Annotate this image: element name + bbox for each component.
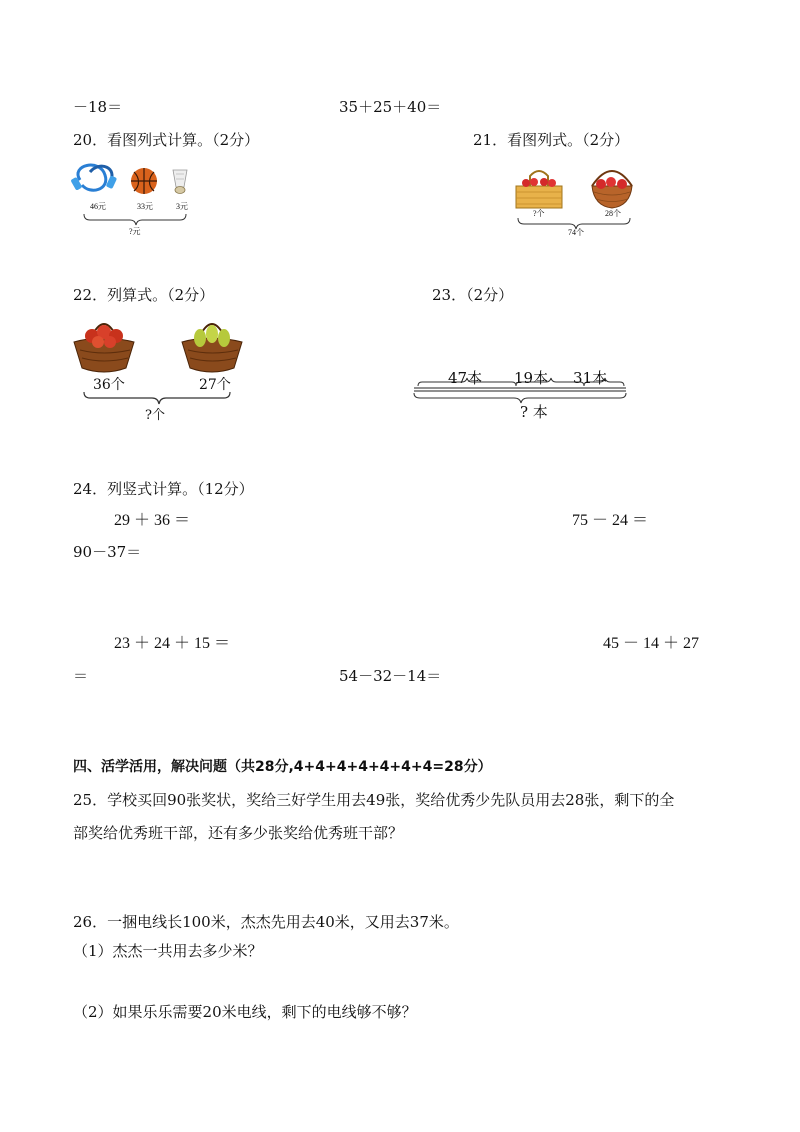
q23-seg1: 47本 bbox=[448, 369, 483, 387]
top-expression-middle: 35＋25＋40＝ bbox=[339, 98, 442, 116]
q24-expr-5: 45 － 14 ＋ 27 bbox=[603, 635, 700, 652]
strawberry-basket-icon bbox=[516, 171, 562, 208]
q25-line-2: 部奖给优秀班干部，还有多少张奖给优秀班干部？ bbox=[73, 824, 404, 842]
q24-expr-2: 75 － 24 ＝ bbox=[572, 512, 649, 529]
jump-rope-icon bbox=[70, 165, 117, 191]
q22-illustration bbox=[72, 312, 242, 382]
q20-price-rope: 46元 bbox=[90, 202, 106, 211]
apple-basket-icon bbox=[592, 171, 632, 208]
q23-seg3: 31本 bbox=[573, 369, 608, 387]
q26-sub-2: （2）如果乐乐需要20米电线，剩下的电线够不够？ bbox=[73, 1003, 417, 1021]
shuttlecock-icon bbox=[173, 170, 187, 194]
q21-left-count: ?个 bbox=[533, 209, 545, 218]
q26-line-1: 26．一捆电线长100米，杰杰先用去40米，又用去37米。 bbox=[73, 913, 459, 931]
q20-price-basketball: 33元 bbox=[137, 202, 153, 211]
q21-total: 74个 bbox=[568, 228, 584, 237]
pear-basket-icon bbox=[182, 324, 242, 372]
q25-line-1: 25．学校买回90张奖状，奖给三好学生用去49张，奖给优秀少先队员用去28张，剩下的全 bbox=[73, 791, 675, 809]
q22-total: ?个 bbox=[145, 408, 165, 423]
q22-right-count: 27个 bbox=[199, 377, 231, 393]
q24-expr-4: 23 ＋ 24 ＋ 15 ＝ bbox=[114, 635, 231, 652]
q23-total-brace bbox=[414, 393, 626, 403]
q22-title: 22．列算式。（2分） bbox=[73, 286, 215, 304]
q24-expr-1: 29 ＋ 36 ＝ bbox=[114, 512, 191, 529]
apple-basket-icon bbox=[74, 324, 134, 372]
q20-price-shuttlecock: 3元 bbox=[176, 202, 188, 211]
q20-total-label: ?元 bbox=[129, 227, 141, 236]
q24-expr-3: 90－37＝ bbox=[73, 543, 142, 561]
q21-right-count: 28个 bbox=[605, 209, 621, 218]
q22-left-count: 36个 bbox=[93, 377, 125, 393]
q23-seg2: 19本 bbox=[514, 369, 549, 387]
q24-expr-6: 54－32－14＝ bbox=[339, 667, 442, 685]
q23-title: 23．（2分） bbox=[432, 286, 514, 304]
q24-title: 24．列竖式计算。（12分） bbox=[73, 480, 254, 498]
top-expression-left: －18＝ bbox=[73, 98, 123, 116]
q21-title: 21．看图列式。（2分） bbox=[473, 131, 630, 149]
q26-sub-1: （1）杰杰一共用去多少米？ bbox=[73, 942, 263, 960]
q20-title: 20．看图列式计算。（2分） bbox=[73, 131, 260, 149]
section-4-heading: 四、活学活用，解决问题（共28分,4+4+4+4+4+4+4=28分） bbox=[73, 759, 492, 775]
q23-total: ? 本 bbox=[520, 403, 548, 421]
q24-expr-5-tail: ＝ bbox=[73, 667, 89, 685]
basketball-icon bbox=[131, 168, 157, 194]
q20-brace bbox=[84, 214, 186, 225]
